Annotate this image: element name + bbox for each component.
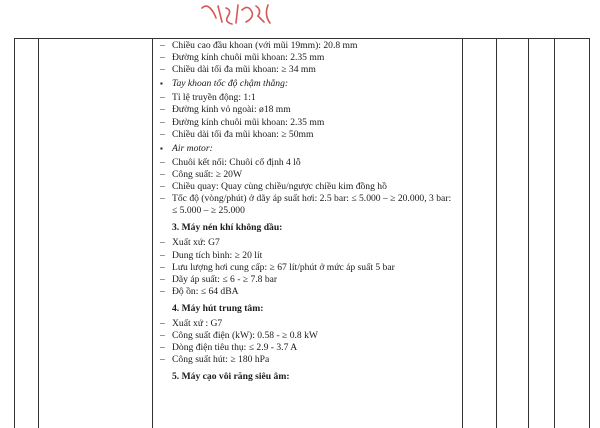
spec-line: – Dãy áp suất: ≤ 6 - ≥ 7.8 bar	[160, 274, 456, 286]
spec-line: – Chuôi kết nối: Chuôi cố định 4 lỗ	[160, 157, 456, 169]
spec-line: – Chiều dài tối đa mũi khoan: ≥ 34 mm	[160, 64, 456, 76]
spec-line: – Lưu lượng hơi cung cấp: ≥ 67 lít/phút ở mức áp suất 5 bar	[160, 262, 456, 274]
spec-line: – Xuất xứ : G7	[160, 318, 456, 330]
spec-line: – Công suất hút: ≥ 180 hPa	[160, 354, 456, 366]
section-heading: 3. Máy nén khí không dầu:	[172, 222, 283, 234]
red-stamp	[198, 2, 276, 26]
subsection-title: ▪ Tay khoan tốc độ chậm thẳng:	[160, 78, 456, 90]
spec-line: – Dòng điện tiêu thụ: ≤ 2.9 - 3.7 A	[160, 342, 456, 354]
col-border-7	[554, 38, 555, 428]
table-top-border	[14, 38, 590, 39]
spec-line: – Dung tích bình: ≥ 20 lít	[160, 250, 456, 262]
col-border-8	[589, 38, 590, 428]
col-border-3	[152, 38, 153, 428]
spec-line: – Công suất điện (kW): 0.58 - ≥ 0.8 kW	[160, 330, 456, 342]
spec-content	[160, 40, 456, 386]
section-heading: 4. Máy hút trung tâm:	[172, 302, 264, 314]
spec-line: – Chiều quay: Quay cùng chiều/ngược chiều kim đồng hồ	[160, 181, 456, 193]
spec-line: – Đường kính chuôi mũi khoan: 2.35 mm	[160, 117, 456, 129]
spec-line: – Độ ồn: ≤ 64 dBA	[160, 286, 456, 298]
spec-line: – Đường kính vỏ ngoài: ø18 mm	[160, 104, 456, 116]
spec-line: – Chiều dài tối đa mũi khoan: ≥ 50mm	[160, 129, 456, 141]
spec-line: – Tốc độ (vòng/phút) ở dãy áp suất hơi: 2.5 bar: ≤ 5.000 – ≥ 20.000, 3 bar: ≤ 5.000 – ≥ 25.000	[160, 193, 456, 217]
col-border-6	[528, 38, 529, 428]
subsection-title: ▪ Air motor:	[160, 143, 456, 155]
spec-line: – Công suất: ≥ 20W	[160, 169, 456, 181]
section-heading: 5. Máy cạo vôi răng siêu âm:	[172, 371, 290, 383]
stamp-graphic	[198, 2, 278, 26]
col-border-1	[14, 38, 15, 428]
spec-line: – Đường kính chuôi mũi khoan: 2.35 mm	[160, 52, 456, 64]
col-border-4	[462, 38, 463, 428]
col-border-2	[38, 38, 39, 428]
spec-line: – Xuất xứ: G7	[160, 237, 456, 249]
col-border-5	[496, 38, 497, 428]
spec-line: – Chiều cao đầu khoan (với mũi 19mm): 20.8 mm	[160, 40, 456, 52]
spec-line: – Tỉ lệ truyền động: 1:1	[160, 92, 456, 104]
